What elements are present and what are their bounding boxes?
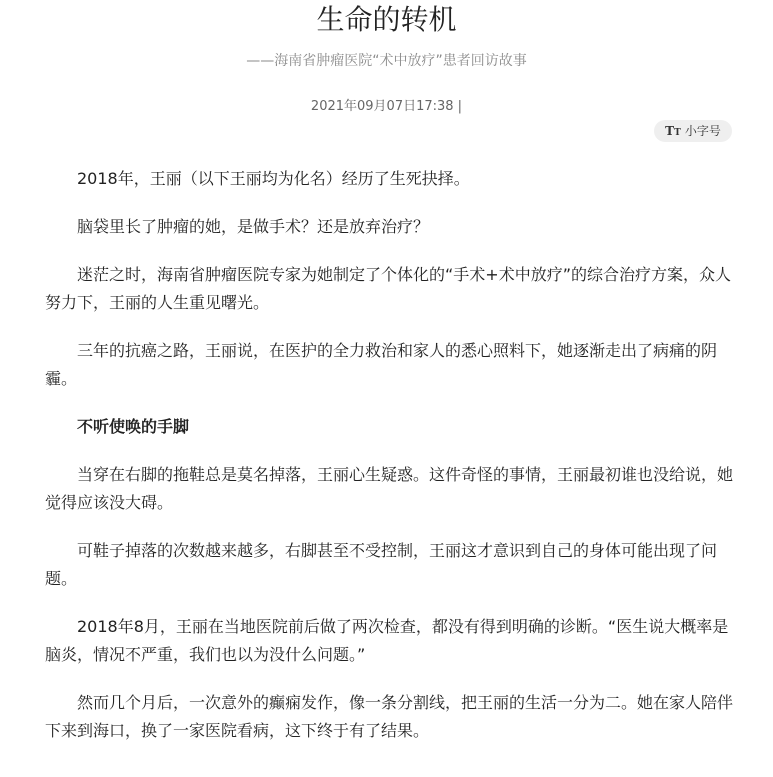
font-size-label: 小字号 xyxy=(684,124,721,138)
paragraph: 脑袋里长了肿瘤的她，是做手术？还是放弃治疗？ xyxy=(77,217,430,236)
paragraph: 可鞋子掉落的次数越来越多，右脚甚至不受控制，王丽这才意识到自己的身体可能出现了问题。 xyxy=(45,541,718,588)
paragraph: 然而几个月后，一次意外的癫痫发作，像一条分割线，把王丽的生活一分为二。她在家人陪伴下来到海口，换了一家医院看病，这下终于有了结果。 xyxy=(45,693,734,740)
paragraph: 2018年8月，王丽在当地医院前后做了两次检查，都没有得到明确的诊断。“医生说大概率是脑炎，情况不严重，我们也以为没什么问题。” xyxy=(45,617,729,664)
paragraph: 迷茫之时，海南省肿瘤医院专家为她制定了个体化的“手术+术中放疗”的综合治疗方案，众人努力下，王丽的人生重见曙光。 xyxy=(45,265,731,312)
paragraph: 当穿在右脚的拖鞋总是莫名掉落，王丽心生疑惑。这件奇怪的事情，王丽最初谁也没给说，她觉得应该没大碍。 xyxy=(45,465,734,512)
article-title: 生命的转机 xyxy=(316,3,457,36)
paragraph: 2018年，王丽（以下王丽均为化名）经历了生死抉择。 xyxy=(77,169,470,188)
publish-date: 2021年09月07日17:38 | xyxy=(310,99,463,114)
paragraph: 三年的抗癌之路，王丽说，在医护的全力救治和家人的悉心照料下，她逐渐走出了病痛的阴霾。 xyxy=(45,341,718,388)
text-size-icon: TT xyxy=(665,124,681,138)
article-subtitle: ——海南省肿瘤医院“术中放疗”患者回访故事 xyxy=(246,53,527,69)
section-heading: 不听使唤的手脚 xyxy=(77,417,190,436)
font-size-button[interactable] xyxy=(654,120,732,142)
article-body xyxy=(45,165,735,765)
